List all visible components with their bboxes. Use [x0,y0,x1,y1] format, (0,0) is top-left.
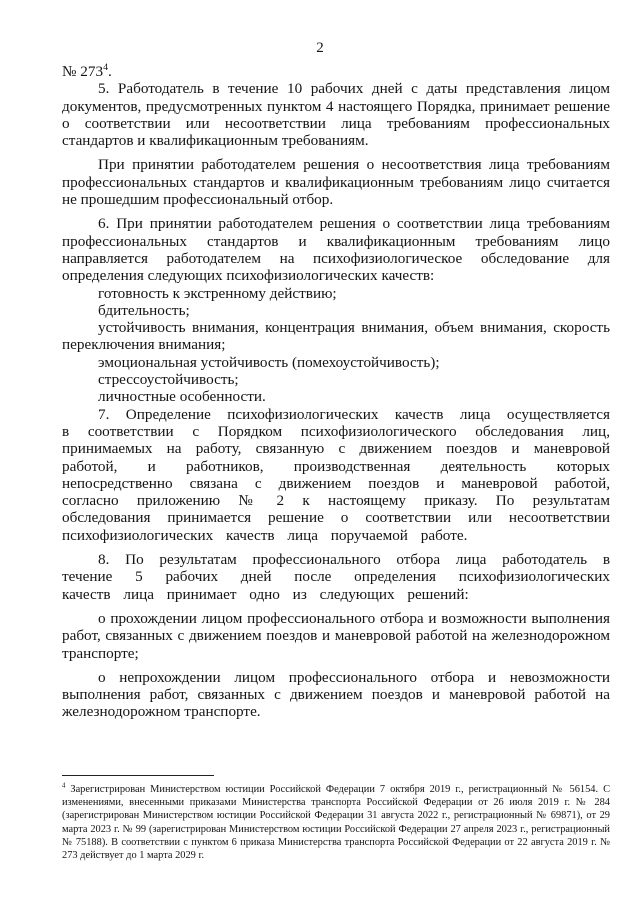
footnote-text: Зарегистрирован Министерством юстиции Российской Федерации 7 октября 2019 г., регистрационный № 56154. С изменениями, внесенными приказами Министерства транспорта Российской Федерации от 26 июля 2019 г. № 284 (зарегистрирован Министерством юстиции Российской Федерации 31 августа 2022 г., регистрационный № 69871), от 29 марта 2023 г. № 99 (зарегистрирован Министерством юстиции Российской Федерации 27 апреля 2023 г., регистрационный № 75188). В соответствии с пунктом 6 приказа Министерства транспорта Российской Федерации от 22 августа 2019 г. № 273 действует до 1 марта 2029 г. [62,784,610,862]
paragraph-8: 8. По результатам профессионального отбора лица работодатель в течение 5 рабочих дней после определения психофизиологических качеств лица принимает одно из следующих решений: [62,551,610,603]
paragraph-5-continued: При принятии работодателем решения о несоответствия лица требованиям профессиональных стандартов и квалификационным требованиям лицо считается не прошедшим профессиональный отбор. [62,156,610,209]
footnote-mark: 4 [62,782,66,790]
quality-item: бдительность; [98,301,190,319]
footnote [62,783,610,862]
footnote-divider [62,775,214,776]
paragraph-5: 5. Работодатель в течение 10 рабочих дней с даты представления лицом документов, предусмотренных пунктом 4 настоящего Порядка, принимает решение о соответствии или несоответствии лица требованиям профессиональных стандартов и квалификационным требованиям. [62,80,610,150]
document-body [62,63,610,721]
decision-pass: о прохождении лицом профессионального отбора и возможности выполнения работ, связанных с движением поездов и маневровой работой на железнодорожном транспорте; [62,609,610,662]
decision-fail: о непрохождении лицом профессионального отбора и невозможности выполнения работ, связанных с движением поездов и маневровой работой на железнодорожном транспорте. [62,668,610,721]
paragraph-7: 7. Определение психофизиологических качеств лица осуществляется в соответствии с Порядком психофизиологического обследования лиц, принимаемых на работу, связанную с движением поездов и маневровой работой, и работников, производственная деятельность которых непосредственно связана с движением поездов и маневровой работой, согласно приложению № 2 к настоящему приказу. По результатам обследования принимается решение о соответствии или несоответствии психофизиологических качеств лица поручаемой работе. [62,405,610,544]
page-number: 2 [316,40,324,56]
paragraph-6: 6. При принятии работодателем решения о соответствии лица требованиям профессиональных стандартов и квалификационным требованиям лицо направляется работодателем на психофизиологическое обследование для определения следующих психофизиологических качеств: [62,215,610,285]
quality-item: личностные особенности. [98,388,266,406]
continued-reference: № $273^4$. [62,61,112,80]
quality-item: эмоциональная устойчивость (помехоустойчивость); [98,353,440,371]
footnote-reference: 4 [103,61,109,73]
quality-item: устойчивость внимания, концентрация внимания, объем внимания, скорость переключения внимания; [62,319,610,354]
quality-item: готовность к экстренному действию; [98,284,337,302]
quality-item: стрессоустойчивость; [98,371,239,389]
